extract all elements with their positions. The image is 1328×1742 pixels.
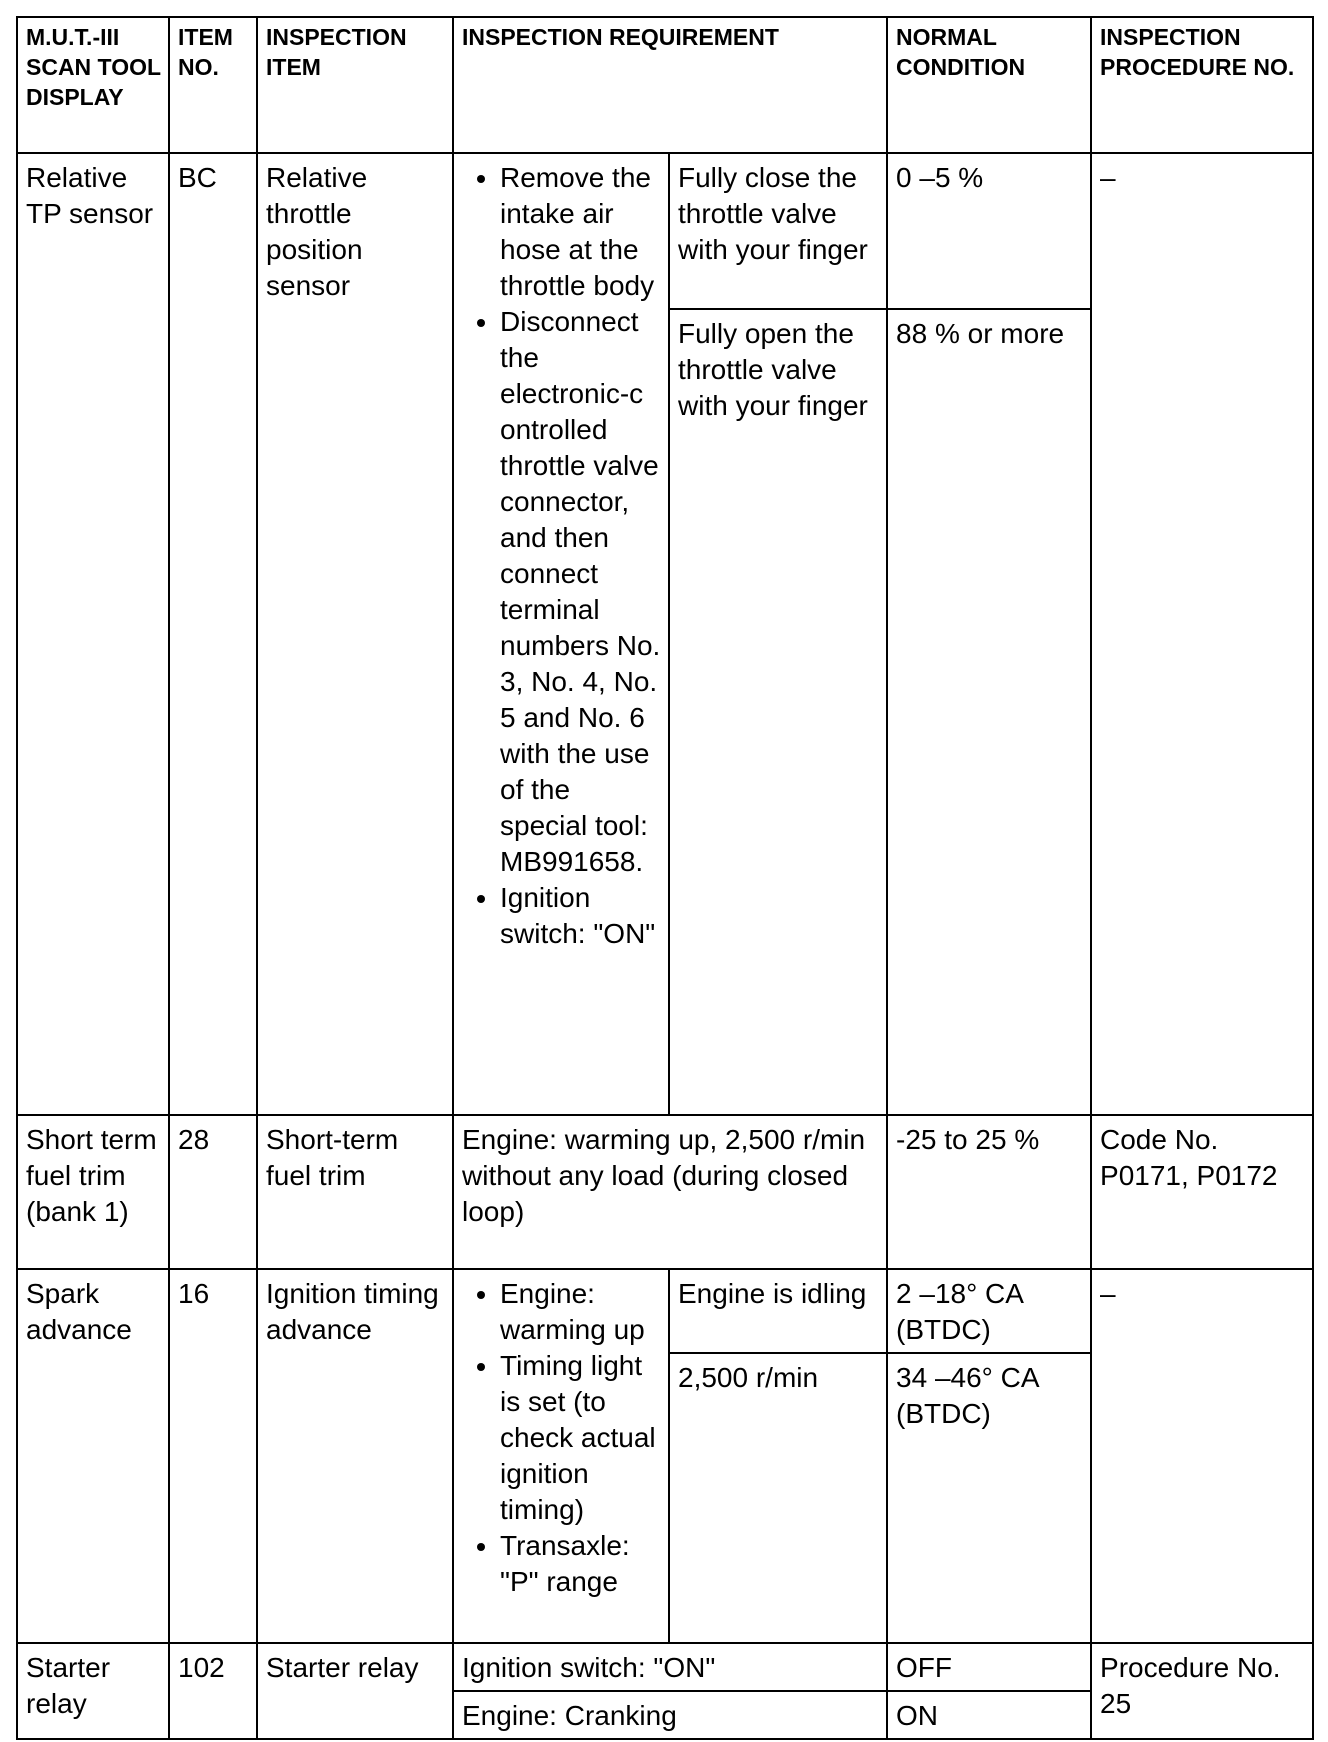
cell-inspection-item: Short-term fuel trim: [257, 1115, 453, 1269]
header-item-no: ITEM NO.: [169, 17, 257, 153]
header-inspection-requirement: INSPECTION REQUIREMENT: [453, 17, 887, 153]
table-row: [17, 1115, 1313, 1269]
list-item: • Ignition switch: "ON": [500, 880, 662, 952]
list-item: • Timing light is set (to check actual ignition timing): [500, 1348, 662, 1528]
cell-normal-condition: 0 –5 %: [887, 153, 1091, 309]
cell-normal-condition: -25 to 25 %: [887, 1115, 1091, 1269]
header-row: [17, 17, 1313, 153]
cell-inspection-item: Starter relay: [257, 1643, 453, 1739]
cell-item-no: 28: [169, 1115, 257, 1269]
header-inspection-procedure: INSPECTION PROCEDURE NO.: [1091, 17, 1313, 153]
header-scan-tool-display: M.U.T.-III SCAN TOOL DISPLAY: [17, 17, 169, 153]
cell-normal-condition: OFF: [887, 1643, 1091, 1691]
cell-normal-condition: 2 –18° CA (BTDC): [887, 1269, 1091, 1353]
cell-item-no: 102: [169, 1643, 257, 1739]
bullet-list: [462, 160, 662, 952]
cell-item-no: 16: [169, 1269, 257, 1643]
header-normal-condition: NORMAL CONDITION: [887, 17, 1091, 153]
cell-requirement: Engine: warming up, 2,500 r/min without any load (during closed loop): [453, 1115, 887, 1269]
list-item: • Engine: warming up: [500, 1276, 662, 1348]
cell-condition: Engine is idling: [669, 1269, 887, 1353]
table-row: [17, 1269, 1313, 1353]
cell-display: Spark advance: [17, 1269, 169, 1643]
list-item: • Disconnect the electronic-c ontrolled throttle valve connector, and then connect terminal numbers No. 3, No. 4, No. 5 and No. 6 with the use of the special tool: MB991658.: [500, 304, 662, 880]
cell-display: Short term fuel trim (bank 1): [17, 1115, 169, 1269]
table-row: [17, 1643, 1313, 1691]
cell-procedure: –: [1091, 153, 1313, 1115]
cell-requirement: Ignition switch: "ON": [453, 1643, 887, 1691]
cell-condition: Fully open the throttle valve with your finger: [669, 309, 887, 1115]
cell-display: Relative TP sensor: [17, 153, 169, 1115]
cell-requirement-bullets: [453, 1269, 669, 1643]
cell-normal-condition: 34 –46° CA (BTDC): [887, 1353, 1091, 1643]
bullet-list: [462, 1276, 662, 1600]
list-item: • Remove the intake air hose at the throttle body: [500, 160, 662, 304]
cell-normal-condition: ON: [887, 1691, 1091, 1739]
inspection-table: [16, 16, 1314, 1740]
cell-requirement: Engine: Cranking: [453, 1691, 887, 1739]
cell-display: Starter relay: [17, 1643, 169, 1739]
cell-normal-condition: 88 % or more: [887, 309, 1091, 1115]
cell-procedure: Code No. P0171, P0172: [1091, 1115, 1313, 1269]
cell-procedure: Procedure No. 25: [1091, 1643, 1313, 1739]
cell-condition: 2,500 r/min: [669, 1353, 887, 1643]
cell-requirement-bullets: [453, 153, 669, 1115]
cell-inspection-item: Relative throttle position sensor: [257, 153, 453, 1115]
cell-procedure: –: [1091, 1269, 1313, 1643]
cell-item-no: BC: [169, 153, 257, 1115]
cell-condition: Fully close the throttle valve with your finger: [669, 153, 887, 309]
table-row: [17, 153, 1313, 309]
cell-inspection-item: Ignition timing advance: [257, 1269, 453, 1643]
header-inspection-item: INSPECTION ITEM: [257, 17, 453, 153]
list-item: • Transaxle: "P" range: [500, 1528, 662, 1600]
